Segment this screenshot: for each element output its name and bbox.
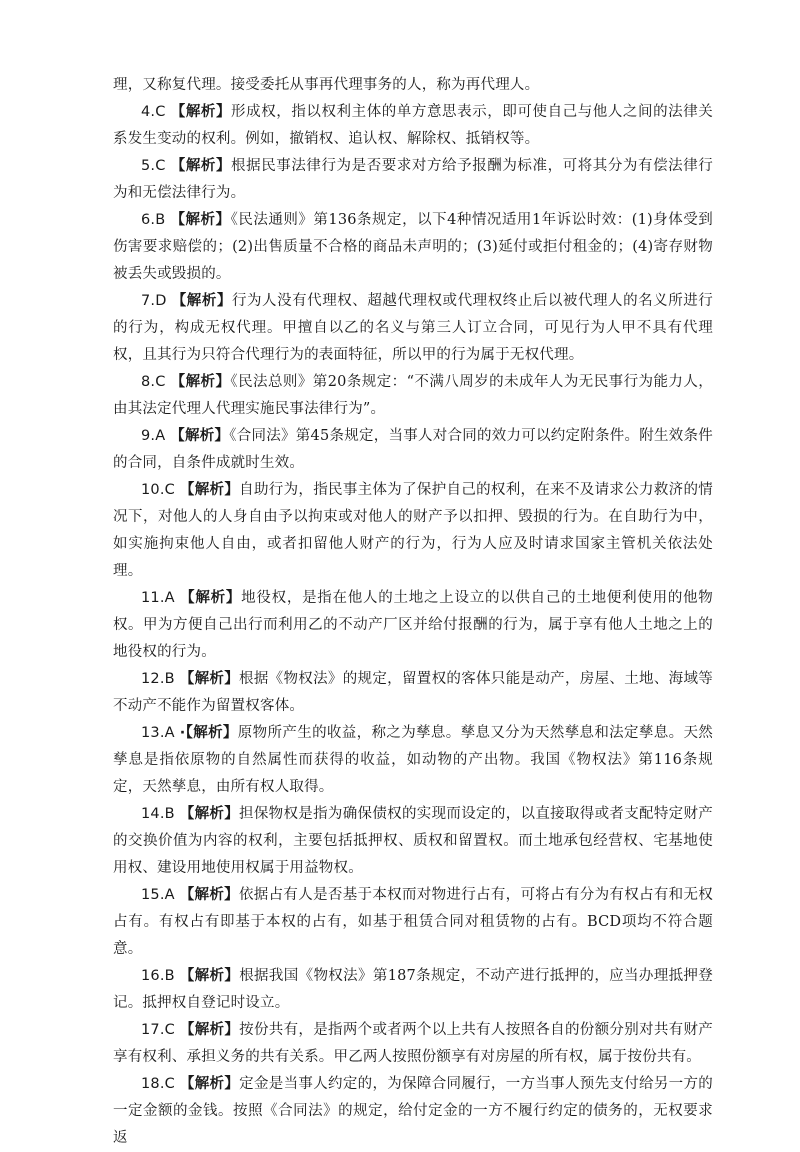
answer-item (113, 1071, 713, 1152)
analysis-tag: 【解析】 (179, 1022, 240, 1038)
answer-text: 地役权，是指在他人的土地之上设立的以供自己的土地便利使用的他物权。甲为方便自己出行而利用乙的不动产厂区并给付报酬的行为，属于享有他人土地之上的地役权的行为。 (113, 590, 713, 660)
answer-text: 根据民事法律行为是否要求对方给予报酬为标准，可将其分为有偿法律行为和无偿法律行为。 (113, 158, 713, 201)
answer-number: 16.B (141, 968, 175, 984)
answer-text: 担保物权是指为确保债权的实现而设定的，以直接取得或者支配特定财产的交换价值为内容的权利，主要包括抵押权、质权和留置权。而土地承包经营权、宅基地使用权、建设用地使用权属于用益物权。 (113, 806, 713, 876)
answer-item (113, 207, 713, 288)
analysis-tag: 【解析】 (179, 1076, 240, 1092)
answer-text: 行为人没有代理权、超越代理权或代理权终止后以被代理人的名义所进行的行为，构成无权代理。甲擅自以乙的名义与第三人订立合同，可见行为人甲不具有代理权，且其行为只符合代理行为的表面特征，所以甲的行为属于无权代理。 (113, 293, 713, 363)
answer-text: 按份共有，是指两个或者两个以上共有人按照各自的份额分别对共有财产享有权利、承担义务的共有关系。甲乙两人按照份额享有对房屋的所有权，属于按份共有。 (113, 1022, 713, 1065)
analysis-tag: 【解析】 (179, 806, 240, 822)
answer-number: 18.C (141, 1076, 175, 1092)
analysis-tag: 【解析】 (170, 104, 232, 120)
answer-text: 原物所产生的收益，称之为孳息。孳息又分为天然孳息和法定孳息。天然孳息是指依原物的自然属性而获得的收益，如动物的产出物。我国《物权法》第116条规定，天然孳息，由所有权人取得。 (113, 725, 713, 795)
document-page (113, 72, 713, 1152)
answer-number: 10.C (141, 482, 175, 498)
answer-number: 13.A (141, 725, 175, 741)
answer-text: 《民法通则》第136条规定，以下4种情况适用1年诉讼时效：(1)身体受到伤害要求赔偿的；(2)出售质量不合格的商品未声明的；(3)延付或拒付租金的；(4)寄存财物被丢失或毁损的。 (113, 212, 713, 282)
answer-number: 4.C (141, 104, 166, 120)
answer-list (113, 99, 713, 1152)
answer-item (113, 720, 713, 801)
answer-text: 定金是当事人约定的，为保障合同履行，一方当事人预先支付给另一方的一定金额的金钱。按照《合同法》的规定，给付定金的一方不履行约定的债务的，无权要求返 (113, 1076, 713, 1146)
answer-item (113, 477, 713, 585)
answer-text: 《合同法》第45条规定，当事人对合同的效力可以约定附条件。附生效条件的合同，自条件成就时生效。 (113, 428, 714, 471)
answer-text: 《民法总则》第20条规定：“不满八周岁的未成年人为无民事行为能力人，由其法定代理人代理实施民事法律行为”。 (113, 374, 713, 417)
answer-number: 8.C (141, 374, 166, 390)
answer-item (113, 288, 713, 369)
answer-item (113, 666, 713, 720)
analysis-tag: 【解析】 (170, 158, 232, 174)
answer-item (113, 369, 713, 423)
answer-number: 6.B (141, 212, 166, 228)
analysis-tag: 【解析】 (180, 590, 242, 606)
analysis-tag: ·【解析】 (179, 725, 238, 741)
answer-number: 9.A (141, 428, 166, 444)
answer-number: 12.B (141, 671, 175, 687)
answer-text: 根据《物权法》的规定，留置权的客体只能是动产，房屋、土地、海域等不动产不能作为留置权客体。 (113, 671, 713, 714)
analysis-tag: 【解析】 (179, 887, 239, 903)
analysis-tag: 【解析】 (170, 212, 231, 228)
analysis-tag: 【解析】 (179, 482, 240, 498)
answer-text: 依据占有人是否基于本权而对物进行占有，可将占有分为有权占有和无权占有。有权占有即基于本权的占有，如基于租赁合同对租赁物的占有。BCD项均不符合题意。 (113, 887, 713, 957)
analysis-tag: 【解析】 (170, 374, 231, 390)
analysis-tag: 【解析】 (179, 671, 240, 687)
answer-number: 14.B (141, 806, 175, 822)
answer-item (113, 1017, 713, 1071)
answer-item (113, 423, 713, 477)
answer-number: 5.C (141, 158, 166, 174)
answer-item (113, 801, 713, 882)
answer-item (113, 585, 713, 666)
answer-number: 17.C (141, 1022, 175, 1038)
analysis-tag: 【解析】 (179, 968, 240, 984)
answer-number: 11.A (141, 590, 175, 606)
answer-item (113, 99, 713, 153)
answer-text: 根据我国《物权法》第187条规定，不动产进行抵押的，应当办理抵押登记。抵押权自登记时设立。 (113, 968, 713, 1011)
answer-item (113, 153, 713, 207)
answer-item (113, 882, 713, 963)
answer-item (113, 963, 713, 1017)
analysis-tag: 【解析】 (170, 428, 230, 444)
answer-text: 自助行为，指民事主体为了保护自己的权利，在来不及请求公力救济的情况下，对他人的人身自由予以拘束或对他人的财产予以扣押、毁损的行为。在自助行为中，如实施拘束他人自由，或者扣留他人财产的行为，行为人应及时请求国家主管机关依法处理。 (113, 482, 713, 579)
answer-text: 形成权，指以权利主体的单方意思表示，即可使自己与他人之间的法律关系发生变动的权利。例如，撤销权、追认权、解除权、抵销权等。 (113, 104, 713, 147)
answer-number: 7.D (141, 293, 167, 309)
analysis-tag: 【解析】 (171, 293, 232, 309)
lead-paragraph: 理，又称复代理。接受委托从事再代理事务的人，称为再代理人。 (113, 77, 540, 93)
answer-number: 15.A (141, 887, 175, 903)
